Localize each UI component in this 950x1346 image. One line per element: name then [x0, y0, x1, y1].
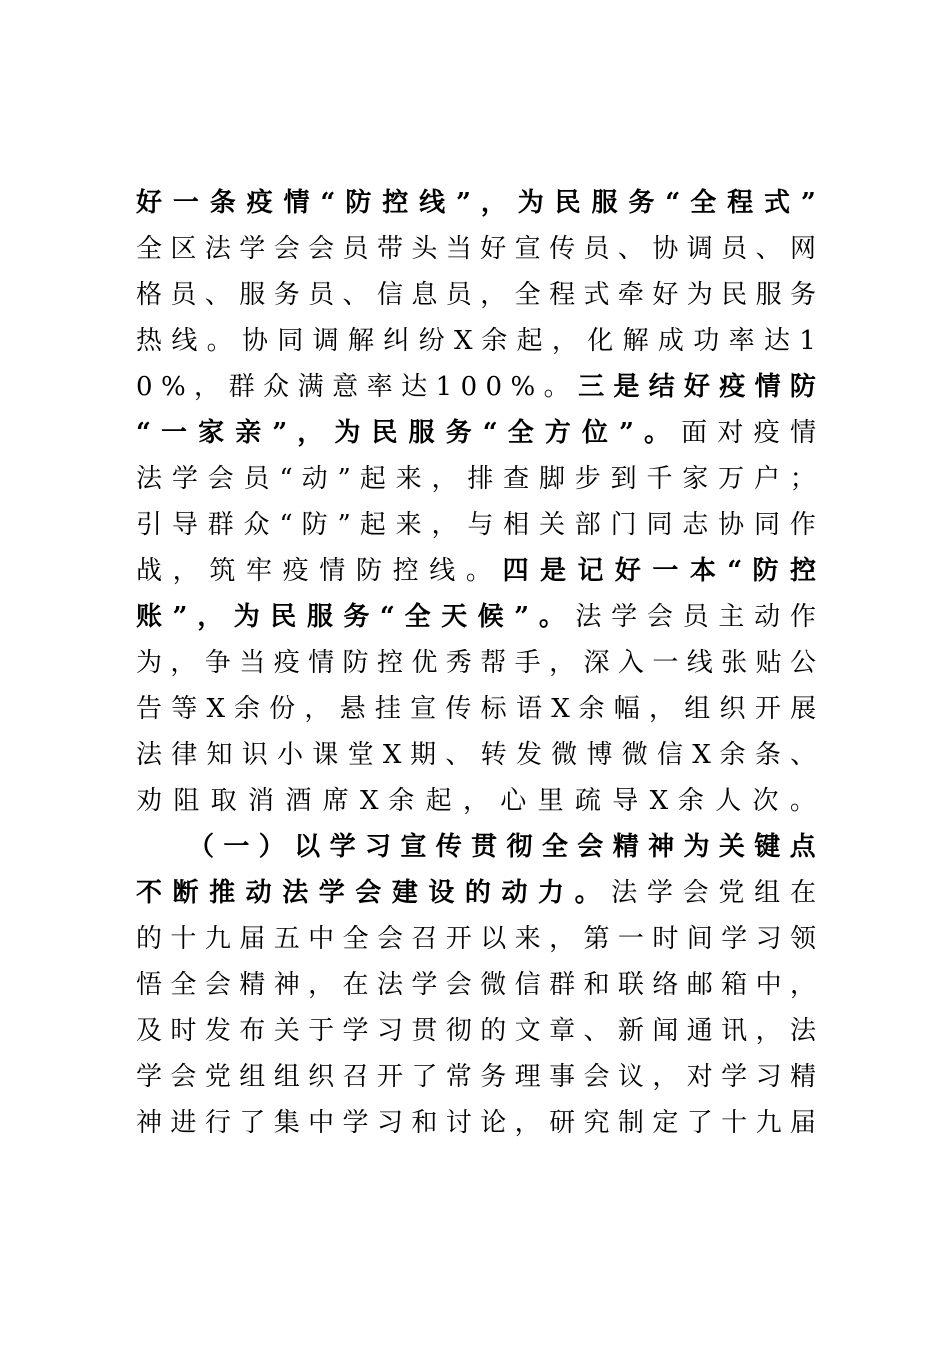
text-segment: 法 学 会 员 主 动 作 — [575, 602, 816, 632]
text-segment: 法 律 知 识 小 课 堂 X 期 、 转 发 微 博 微 信 X 余 条 、 — [136, 740, 816, 770]
text-line — [136, 180, 816, 226]
text-segment: 法 学 会 党 组 在 — [611, 878, 816, 908]
text-line — [136, 1008, 816, 1054]
text-line — [136, 364, 816, 410]
bold-text-segment: 账 ” ， 为 民 服 务 “ 全 天 候 ” 。 — [136, 602, 566, 632]
text-line — [136, 594, 816, 640]
text-line — [136, 318, 816, 364]
text-segment: 劝 阻 取 消 酒 席 X 余 起 ， 心 里 疏 导 X 余 人 次 。 — [136, 786, 816, 816]
text-line — [136, 226, 816, 272]
text-line — [136, 778, 816, 824]
text-segment: 面 对 疫 情 — [681, 418, 816, 448]
text-line — [136, 962, 816, 1008]
body-text — [136, 180, 816, 1146]
text-line — [136, 870, 816, 916]
text-segment: 全 区 法 学 会 会 员 带 头 当 好 宣 传 员 、 协 调 员 、 网 — [136, 234, 816, 264]
text-line — [136, 686, 816, 732]
text-segment: 的 十 九 届 五 中 全 会 召 开 以 来 ， 第 一 时 间 学 习 领 — [136, 924, 816, 954]
text-line — [136, 824, 816, 870]
text-segment: 法 学 会 员 “ 动 ” 起 来 ， 排 查 脚 步 到 千 家 万 户 ； — [136, 464, 816, 494]
text-line — [136, 548, 816, 594]
text-segment: 引 导 群 众 “ 防 ” 起 来 ， 与 相 关 部 门 同 志 协 同 作 — [136, 510, 816, 540]
bold-text-segment: “ 一 家 亲 ” ， 为 民 服 务 “ 全 方 位 ” 。 — [136, 418, 671, 448]
text-segment: 学 会 党 组 组 织 召 开 了 常 务 理 事 会 议 ， 对 学 习 精 — [136, 1062, 816, 1092]
text-line — [136, 732, 816, 778]
bold-text-segment: 四 是 记 好 一 本 “ 防 控 — [502, 556, 816, 586]
text-line — [136, 272, 816, 318]
text-segment: 0 % ， 群 众 满 意 率 达 1 0 0 % 。 — [136, 372, 570, 402]
text-line — [136, 916, 816, 962]
text-segment: 战 ， 筑 牢 疫 情 防 控 线 。 — [136, 556, 494, 586]
bold-text-segment: （ 一 ） 以 学 习 宣 传 贯 彻 全 会 精 神 为 关 键 点 — [188, 832, 816, 862]
text-segment: 格 员 、 服 务 员 、 信 息 员 ， 全 程 式 牵 好 为 民 服 务 — [136, 280, 816, 310]
text-line — [136, 410, 816, 456]
text-segment: 神 进 行 了 集 中 学 习 和 讨 论 ， 研 究 制 定 了 十 九 届 — [136, 1108, 816, 1138]
text-line — [136, 1054, 816, 1100]
text-segment: 悟 全 会 精 神 ， 在 法 学 会 微 信 群 和 联 络 邮 箱 中 ， — [136, 970, 816, 1000]
text-segment: 为 ， 争 当 疫 情 防 控 优 秀 帮 手 ， 深 入 一 线 张 贴 公 — [136, 648, 816, 678]
bold-text-segment: 三 是 结 好 疫 情 防 — [578, 372, 816, 402]
text-line — [136, 456, 816, 502]
bold-text-segment: 好 一 条 疫 情 “ 防 控 线 ” ， 为 民 服 务 “ 全 程 式 ” — [136, 188, 816, 218]
text-segment: 告 等 X 余 份 ， 悬 挂 宣 传 标 语 X 余 幅 ， 组 织 开 展 — [136, 694, 816, 724]
bold-text-segment: 不 断 推 动 法 学 会 建 设 的 动 力 。 — [136, 878, 602, 908]
text-segment: 及 时 发 布 关 于 学 习 贯 彻 的 文 章 、 新 闻 通 讯 ， 法 — [136, 1016, 816, 1046]
text-line — [136, 1100, 816, 1146]
text-line — [136, 640, 816, 686]
text-line — [136, 502, 816, 548]
text-segment: 热 线 。 协 同 调 解 纠 纷 X 余 起 ， 化 解 成 功 率 达 1 — [136, 326, 816, 356]
